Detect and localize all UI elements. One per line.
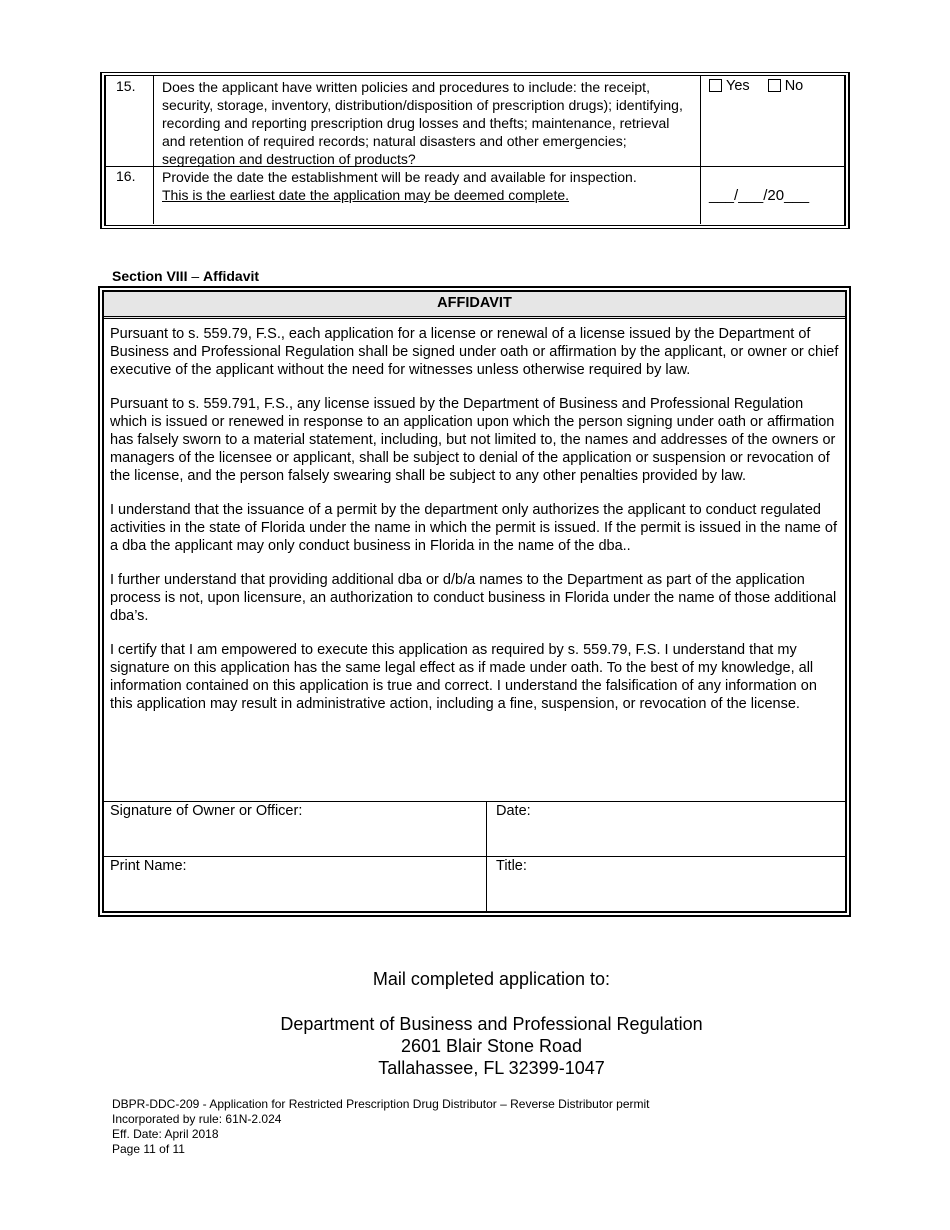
question-number: 15. <box>106 76 154 166</box>
question-row-16 <box>106 166 844 224</box>
address-line: 2601 Blair Stone Road <box>400 1036 583 1056</box>
affidavit-paragraph: I understand that the issuance of a permit by the department only authorizes the applicant to conduct regulated activities in the state of Florida under the name in which the permit is issued. If the permit is issued in the name of a dba the applicant may only conduct business in Florida in the name of the dba.. <box>110 502 837 554</box>
section-title <box>112 268 259 284</box>
affidavit-box <box>98 286 851 917</box>
page-number: Page 11 of 11 <box>112 1142 185 1156</box>
inspection-date-field[interactable]: ___/___/20___ <box>709 187 810 204</box>
affidavit-paragraph: I further understand that providing additional dba or d/b/a names to the Department as part of the application process is not, upon licensure, an authorization to conduct business in Florida under the name of those additional dba’s. <box>110 572 837 624</box>
questions-table <box>100 72 850 229</box>
form-id: DBPR-DDC-209 - Application for Restricted Prescription Drug Distributor – Reverse Distributor permit <box>112 1097 650 1111</box>
affidavit-paragraph: Pursuant to s. 559.79, F.S., each application for a license or renewal of a license issued by the Department of Business and Professional Regulation shall be signed under oath or affirmation by the applicant, or owner or chief executive of the applicant without the need for witnesses unless otherwise required by law. <box>110 326 839 378</box>
section-name: Affidavit <box>203 268 260 284</box>
question-text: Does the applicant have written policies and procedures to include: the receipt, security, storage, inventory, distribution/disposition of prescription drugs); identifying, recording and reporting prescription drug losses and thefts; maintenance, retrieval and retention of required records; natural disasters and other emergencies; segregation and destruction of products? <box>154 76 701 166</box>
date-field[interactable]: Date: <box>496 803 531 819</box>
signature-row <box>104 802 845 857</box>
address-line: Tallahassee, FL 32399-1047 <box>378 1058 605 1078</box>
title-field[interactable]: Title: <box>496 858 527 874</box>
inspection-date-prompt: Provide the date the establishment will be ready and available for inspection. <box>162 169 637 185</box>
address-line: Department of Business and Professional Regulation <box>280 1014 703 1034</box>
earliest-date-note: This is the earliest date the application may be deemed complete. <box>162 187 570 203</box>
no-label: No <box>784 78 804 94</box>
inspection-date-answer <box>701 166 844 224</box>
no-checkbox[interactable] <box>768 79 781 92</box>
affidavit-header: AFFIDAVIT <box>104 292 845 319</box>
mail-instruction: Mail completed application to: <box>372 969 611 989</box>
yes-option[interactable] <box>709 78 750 94</box>
section-dash: – <box>187 268 204 284</box>
yes-label: Yes <box>726 78 750 94</box>
form-footer <box>112 1097 650 1157</box>
effective-date: Eff. Date: April 2018 <box>112 1127 219 1141</box>
print-name-field[interactable]: Print Name: <box>104 857 487 911</box>
affidavit-body <box>110 325 839 729</box>
affidavit-paragraph: Pursuant to s. 559.791, F.S., any license issued by the Department of Business and Professional Regulation which is issued or renewed in response to an application upon which the person signing under oath or affirmation has falsely sworn to a material statement, including, but not limited to, the names and addresses of the owners or managers of the licensee or applicant, shall be subject to denial of the application or suspension or revocation of the license, and the person falsely swearing shall be subject to any other penalties provided by law. <box>110 396 836 484</box>
name-row <box>104 857 845 911</box>
section-label: Section VIII <box>112 268 188 284</box>
rule-reference: Incorporated by rule: 61N-2.024 <box>112 1112 282 1126</box>
signature-field[interactable]: Signature of Owner or Officer: <box>104 802 487 856</box>
mailing-address <box>0 1013 950 1079</box>
no-option[interactable] <box>768 78 804 94</box>
question-row-15 <box>106 76 844 167</box>
question-number: 16. <box>106 166 154 224</box>
yes-checkbox[interactable] <box>709 79 722 92</box>
affidavit-paragraph: I certify that I am empowered to execute this application as required by s. 559.79, F.S. I understand that my signature on this application has the same legal effect as if made under oath. To the best of my knowledge, all information contained on this application is true and correct. I understand the falsification of any information on this application may result in administrative action, including a fine, suspension, or revocation of the license. <box>110 642 817 712</box>
signature-table <box>104 801 845 912</box>
yes-no-answer <box>701 76 844 166</box>
question-text <box>154 166 701 224</box>
